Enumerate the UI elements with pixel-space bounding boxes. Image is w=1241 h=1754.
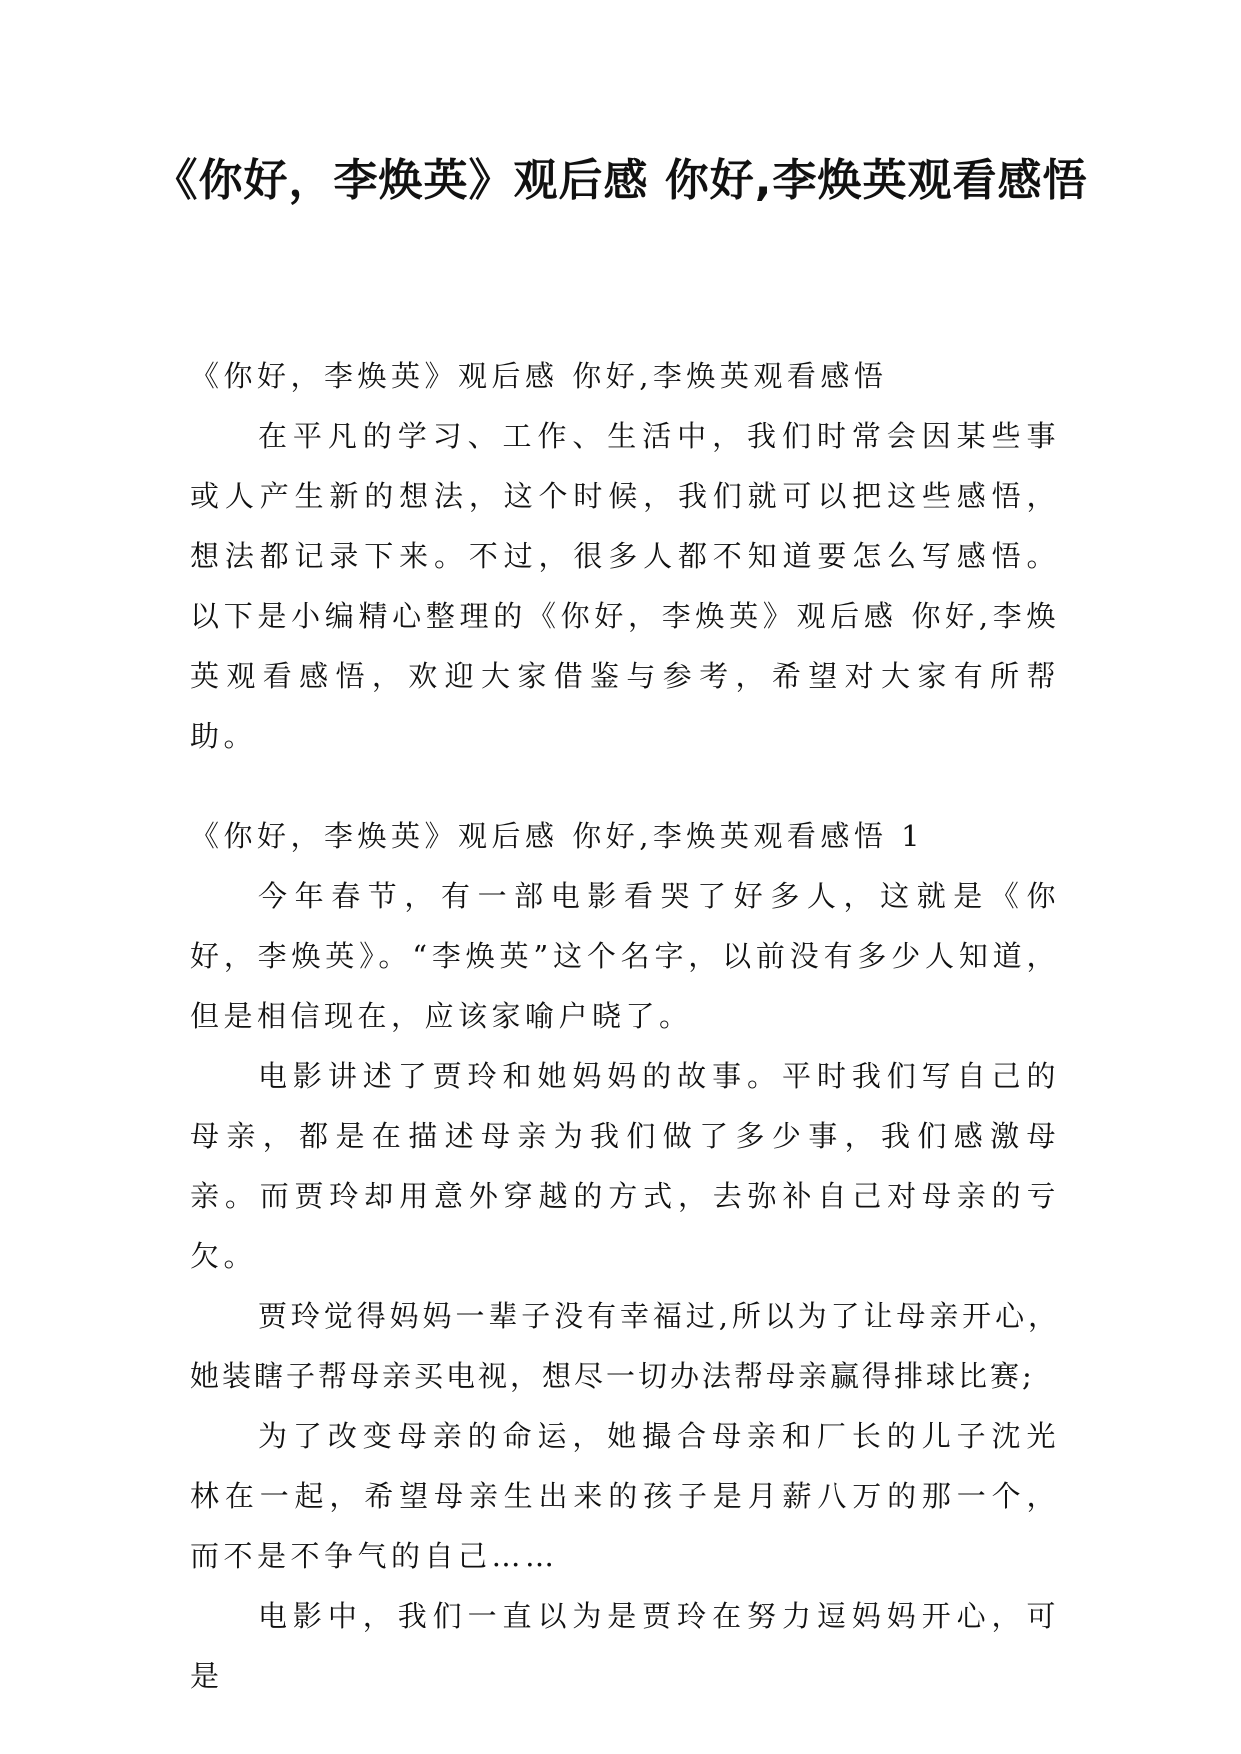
intro-paragraph: 在平凡的学习、工作、生活中，我们时常会因某些事或人产生新的想法，这个时候，我们就可以把这些感悟，想法都记录下来。不过，很多人都不知道要怎么写感悟。以下是小编精心整理的《你好，李焕英》观后感 你好,李焕英观看感悟，欢迎大家借鉴与参考，希望对大家有所帮助。	[190, 419, 1060, 753]
paragraph-3: 贾玲觉得妈妈一辈子没有幸福过,所以为了让母亲开心，她装瞎子帮母亲买电视，想尽一切办法帮母亲赢得排球比赛;	[190, 1299, 1060, 1393]
intro-heading: 《你好，李焕英》观后感 你好,李焕英观看感悟	[190, 359, 888, 393]
paragraph-5: 电影中，我们一直以为是贾玲在努力逗妈妈开心，可是	[190, 1599, 1060, 1693]
paragraph-2: 电影讲述了贾玲和她妈妈的故事。平时我们写自己的母亲，都是在描述母亲为我们做了多少事，我们感激母亲。而贾玲却用意外穿越的方式，去弥补自己对母亲的亏欠。	[190, 1059, 1060, 1273]
intro-section	[190, 346, 1060, 766]
paragraph-1: 今年春节，有一部电影看哭了好多人，这就是《你好，李焕英》。“李焕英”这个名字，以前没有多少人知道，但是相信现在，应该家喻户晓了。	[190, 879, 1060, 1033]
section-heading: 《你好，李焕英》观后感 你好,李焕英观看感悟 1	[190, 819, 925, 853]
document-title: 《你好，李焕英》观后感 你好,李焕英观看感悟	[153, 155, 1088, 206]
paragraph-4: 为了改变母亲的命运，她撮合母亲和厂长的儿子沈光林在一起，希望母亲生出来的孩子是月薪八万的那一个，而不是不争气的自己……	[190, 1419, 1060, 1573]
section-1	[190, 806, 1060, 1706]
